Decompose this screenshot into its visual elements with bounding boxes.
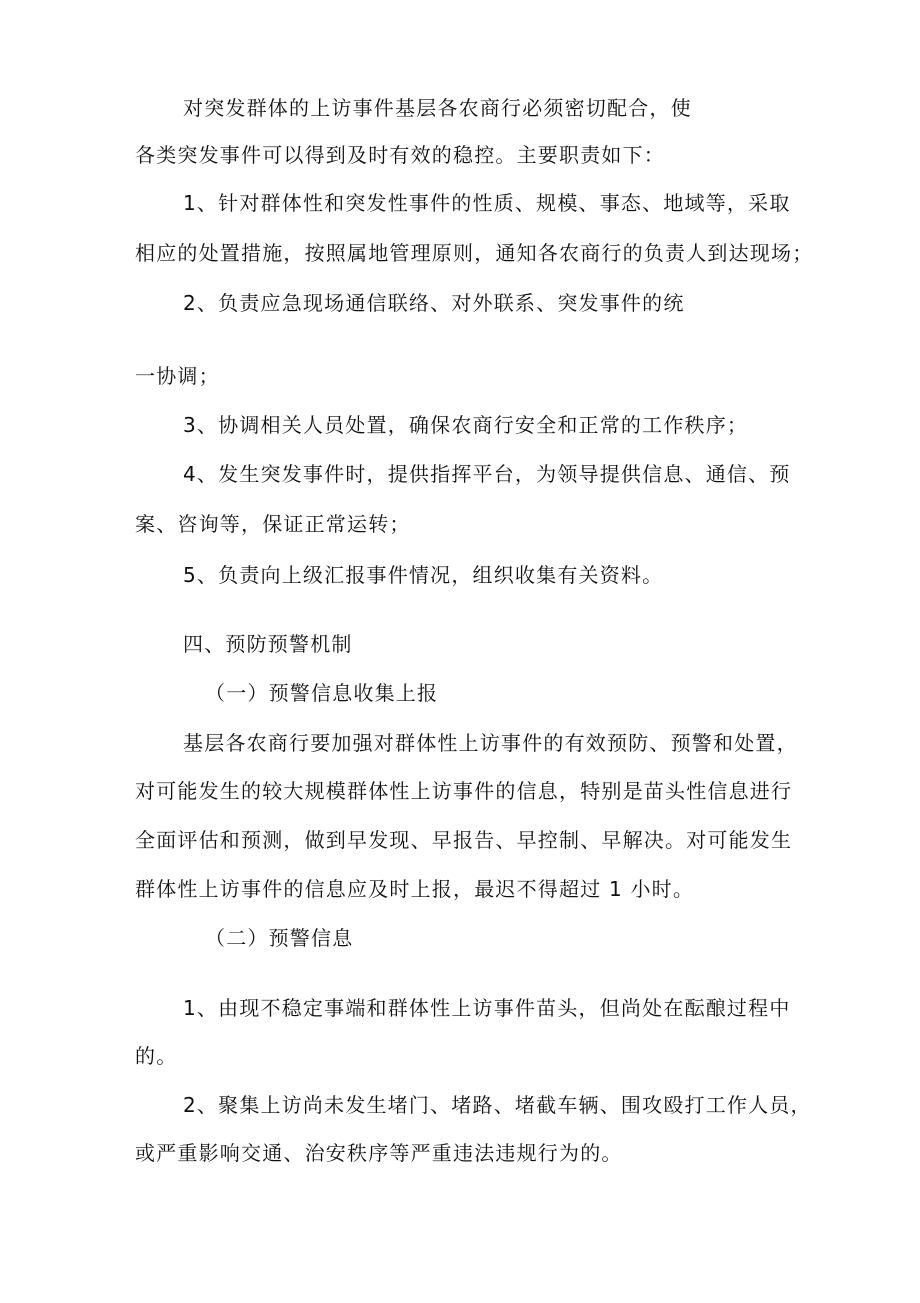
paragraph-line: 1、针对群体性和突发性事件的性质、规模、事态、地域等，采取: [183, 191, 791, 215]
paragraph-line: 2、聚集上访尚未发生堵门、堵路、堵截车辆、围攻殴打工作人员，: [183, 1093, 812, 1117]
paragraph-line: 或严重影响交通、治安秩序等严重违法违规行为的。: [135, 1141, 623, 1165]
paragraph-line: 群体性上访事件的信息应及时上报，最迟不得超过 1 小时。: [135, 877, 695, 901]
subsection-heading: （一）预警信息收集上报: [205, 681, 439, 705]
paragraph-line: 案、咨询等，保证正常运转；: [135, 512, 411, 536]
paragraph-line: 对可能发生的较大规模群体性上访事件的信息，特别是苗头性信息进行: [135, 779, 793, 803]
paragraph-line: 基层各农商行要加强对群体性上访事件的有效预防、预警和处置，: [183, 731, 798, 755]
section-heading: 四、预防预警机制: [183, 632, 353, 656]
paragraph-line: 相应的处置措施，按照属地管理原则，通知各农商行的负责人到达现场；: [135, 241, 814, 265]
paragraph-line: 一协调；: [135, 364, 220, 388]
paragraph-line: 对突发群体的上访事件基层各农商行必须密切配合，使: [183, 96, 692, 120]
paragraph-line: 5、负责向上级汇报事件情况，组织收集有关资料。: [183, 563, 664, 587]
paragraph-line: 1、由现不稳定事端和群体性上访事件苗头，但尚处在酝酿过程中: [183, 996, 791, 1020]
paragraph-line: 3、协调相关人员处置，确保农商行安全和正常的工作秩序；: [183, 413, 749, 437]
paragraph-line: 的。: [135, 1044, 178, 1068]
paragraph-line: 各类突发事件可以得到及时有效的稳控。主要职责如下：: [135, 143, 665, 167]
paragraph-line: 全面评估和预测，做到早发现、早报告、早控制、早解决。对可能发生: [135, 828, 793, 852]
paragraph-line: 4、发生突发事件时，提供指挥平台，为领导提供信息、通信、预: [183, 462, 791, 486]
subsection-heading: （二）预警信息: [205, 926, 354, 950]
paragraph-line: 2、负责应急现场通信联络、对外联系、突发事件的统: [183, 291, 685, 315]
